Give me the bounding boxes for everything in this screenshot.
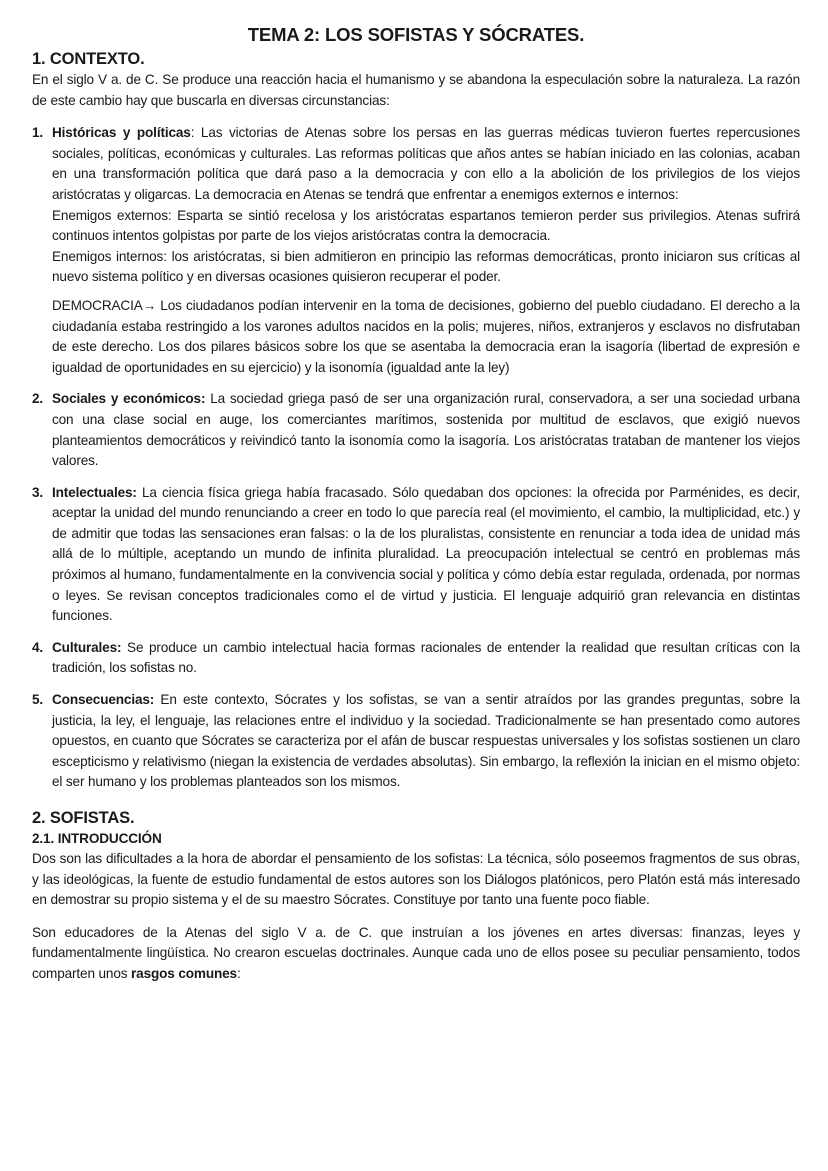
item-text: La sociedad griega pasó de ser una organización rural, conservadora, a ser una sociedad urbana con una clase social en auge, los comerciantes marítimos, sostenida por multitud de esclavos, que exigió nuevos planteamientos democráticos y reivindicó tanto la isonomía como la isagoría. Los aristócratas trataban de mantener los viejos valores.: [52, 391, 801, 469]
external-enemies: Enemigos externos: Esparta se sintió recelosa y los aristócratas espartanos temieron perder sus privilegios. Atenas sufrirá continuos intentos golpistas por parte de los viejos aristócratas contra la democracia.: [52, 207, 800, 244]
item-number: 4.: [32, 639, 44, 655]
list-item-intelectuales: [32, 483, 800, 627]
item-lead: Consecuencias:: [52, 692, 155, 708]
list-item-consecuencias: [32, 690, 800, 793]
section-heading-contexto: 1. CONTEXTO.: [32, 50, 145, 68]
item-number: 5.: [32, 692, 44, 708]
intro-difficulties-paragraph: Dos son las dificultades a la hora de abordar el pensamiento de los sofistas: La técnica, sólo poseemos fragmentos de sus obras, y las ideológicas, la fuente de estudio fundamental de estos autores son los Diálogos platónicos, pero Platón está más interesado en demostrar su propio sistema y el de su maestro Sócrates. Constituye por tanto una fuente poco fiable.: [32, 851, 800, 908]
item-number: 1.: [32, 125, 44, 141]
educators-paragraph: [32, 923, 800, 985]
list-item-culturales: [32, 638, 800, 679]
internal-enemies: Enemigos internos: los aristócratas, si bien admitieron en principio las reformas democráticas, pronto iniciaron sus críticas al nuevo sistema político y en diversas ocasiones quisieron recuperar el poder.: [52, 248, 800, 285]
item-text: En este contexto, Sócrates y los sofistas, se van a sentir atraídos por las grandes preguntas, sobre la justicia, la ley, el lenguaje, las relaciones entre el individuo y la sociedad. Tradicionalmente se han presentado como autores opuestos, en cuanto que Sócrates se caracteriza por el afán de buscar respuestas universales y los sofistas sostienen un claro escepticismo y relativismo (niegan la existencia de verdades absolutas). Sin embargo, la reflexión la inician en el mismo objeto: el ser humano y los problemas planteados son los mismos.: [52, 692, 800, 790]
document-title: TEMA 2: LOS SOFISTAS Y SÓCRATES.: [247, 24, 585, 45]
item-lead: Intelectuales:: [52, 484, 137, 500]
item-text: La ciencia física griega había fracasado. Sólo quedaban dos opciones: la ofrecida por Parménides, es decir, aceptar la unidad del mundo renunciando a creer en todo lo que parecía real (el movimiento, el cambio, la multiplicidad, etc.) y de admitir que todas las sensaciones eran falsas: o la de los pluralistas, consistente en renunciar a toda idea de unidad más allá de lo múltiple, aceptando un mundo de infinita pluralidad. La preocupación intelectual se centró en problemas más próximos al humano, fundamentalmente en la convivencia social y política y cómo debía estar regulada, ordenada, por normas o leyes. Se revisan conceptos tradicionales como el de virtud y justicia. El lenguaje adquirió gran relevancia en distintas funciones.: [52, 484, 800, 624]
subsection-heading-introduccion: 2.1. INTRODUCCIÓN: [32, 831, 162, 846]
section-heading-sofistas: 2. SOFISTAS.: [32, 809, 135, 827]
item-number: 2.: [32, 391, 44, 407]
paragraph-text: Son educadores de la Atenas del siglo V a. de C. que instruían a los jóvenes en artes diversas: finanzas, leyes y fundamentalmente lingüística. No crearon escuelas doctrinales. Aunque cada uno de ellos posee su peculiar pensamiento, todos comparten unos: [32, 924, 800, 981]
item-text: : Las victorias de Atenas sobre los persas en las guerras médicas tuvieron fuertes repercusiones sociales, políticas, económicas y culturales. Las reformas políticas que años antes se habían iniciado en las colonias, acaban en una transformación política que dará paso a la democracia y con ello a la abolición de los privilegios de los viejos aristócratas y oligarcas. La democracia en Atenas se tendrá que enfrentar a enemigos externos e internos:: [52, 125, 800, 202]
list-item-historicas: [32, 123, 800, 378]
item-lead: Culturales:: [52, 639, 122, 655]
item-text: Se produce un cambio intelectual hacia formas racionales de entender la realidad que resultan críticas con la tradición, los sofistas no.: [52, 639, 800, 676]
item-lead: Históricas y políticas: [52, 125, 191, 141]
item-number: 3.: [32, 484, 44, 500]
bold-term: rasgos comunes: [131, 965, 237, 981]
circumstances-list: [32, 123, 800, 793]
intro-paragraph: En el siglo V a. de C. Se produce una reacción hacia el humanismo y se abandona la especulación sobre la naturaleza. La razón de este cambio hay que buscarla en diversas circunstancias:: [32, 72, 800, 108]
paragraph-end: :: [236, 965, 241, 981]
item-lead: Sociales y económicos:: [52, 391, 206, 407]
list-item-sociales: [32, 389, 800, 471]
democracy-paragraph: DEMOCRACIA→ Los ciudadanos podían intervenir en la toma de decisiones, gobierno del pueblo ciudadano. El derecho a la ciudadanía estaba restringido a los varones adultos nacidos en la polis; mujeres, niños, extranjeros y esclavos no disfrutaban de este derecho. Los dos pilares básicos sobre los que se asentaba la democracia eran la isagoría (libertad de expresión e igualdad de oportunidades en su ejercicio) y la isonomía (igualdad ante la ley): [52, 297, 800, 375]
